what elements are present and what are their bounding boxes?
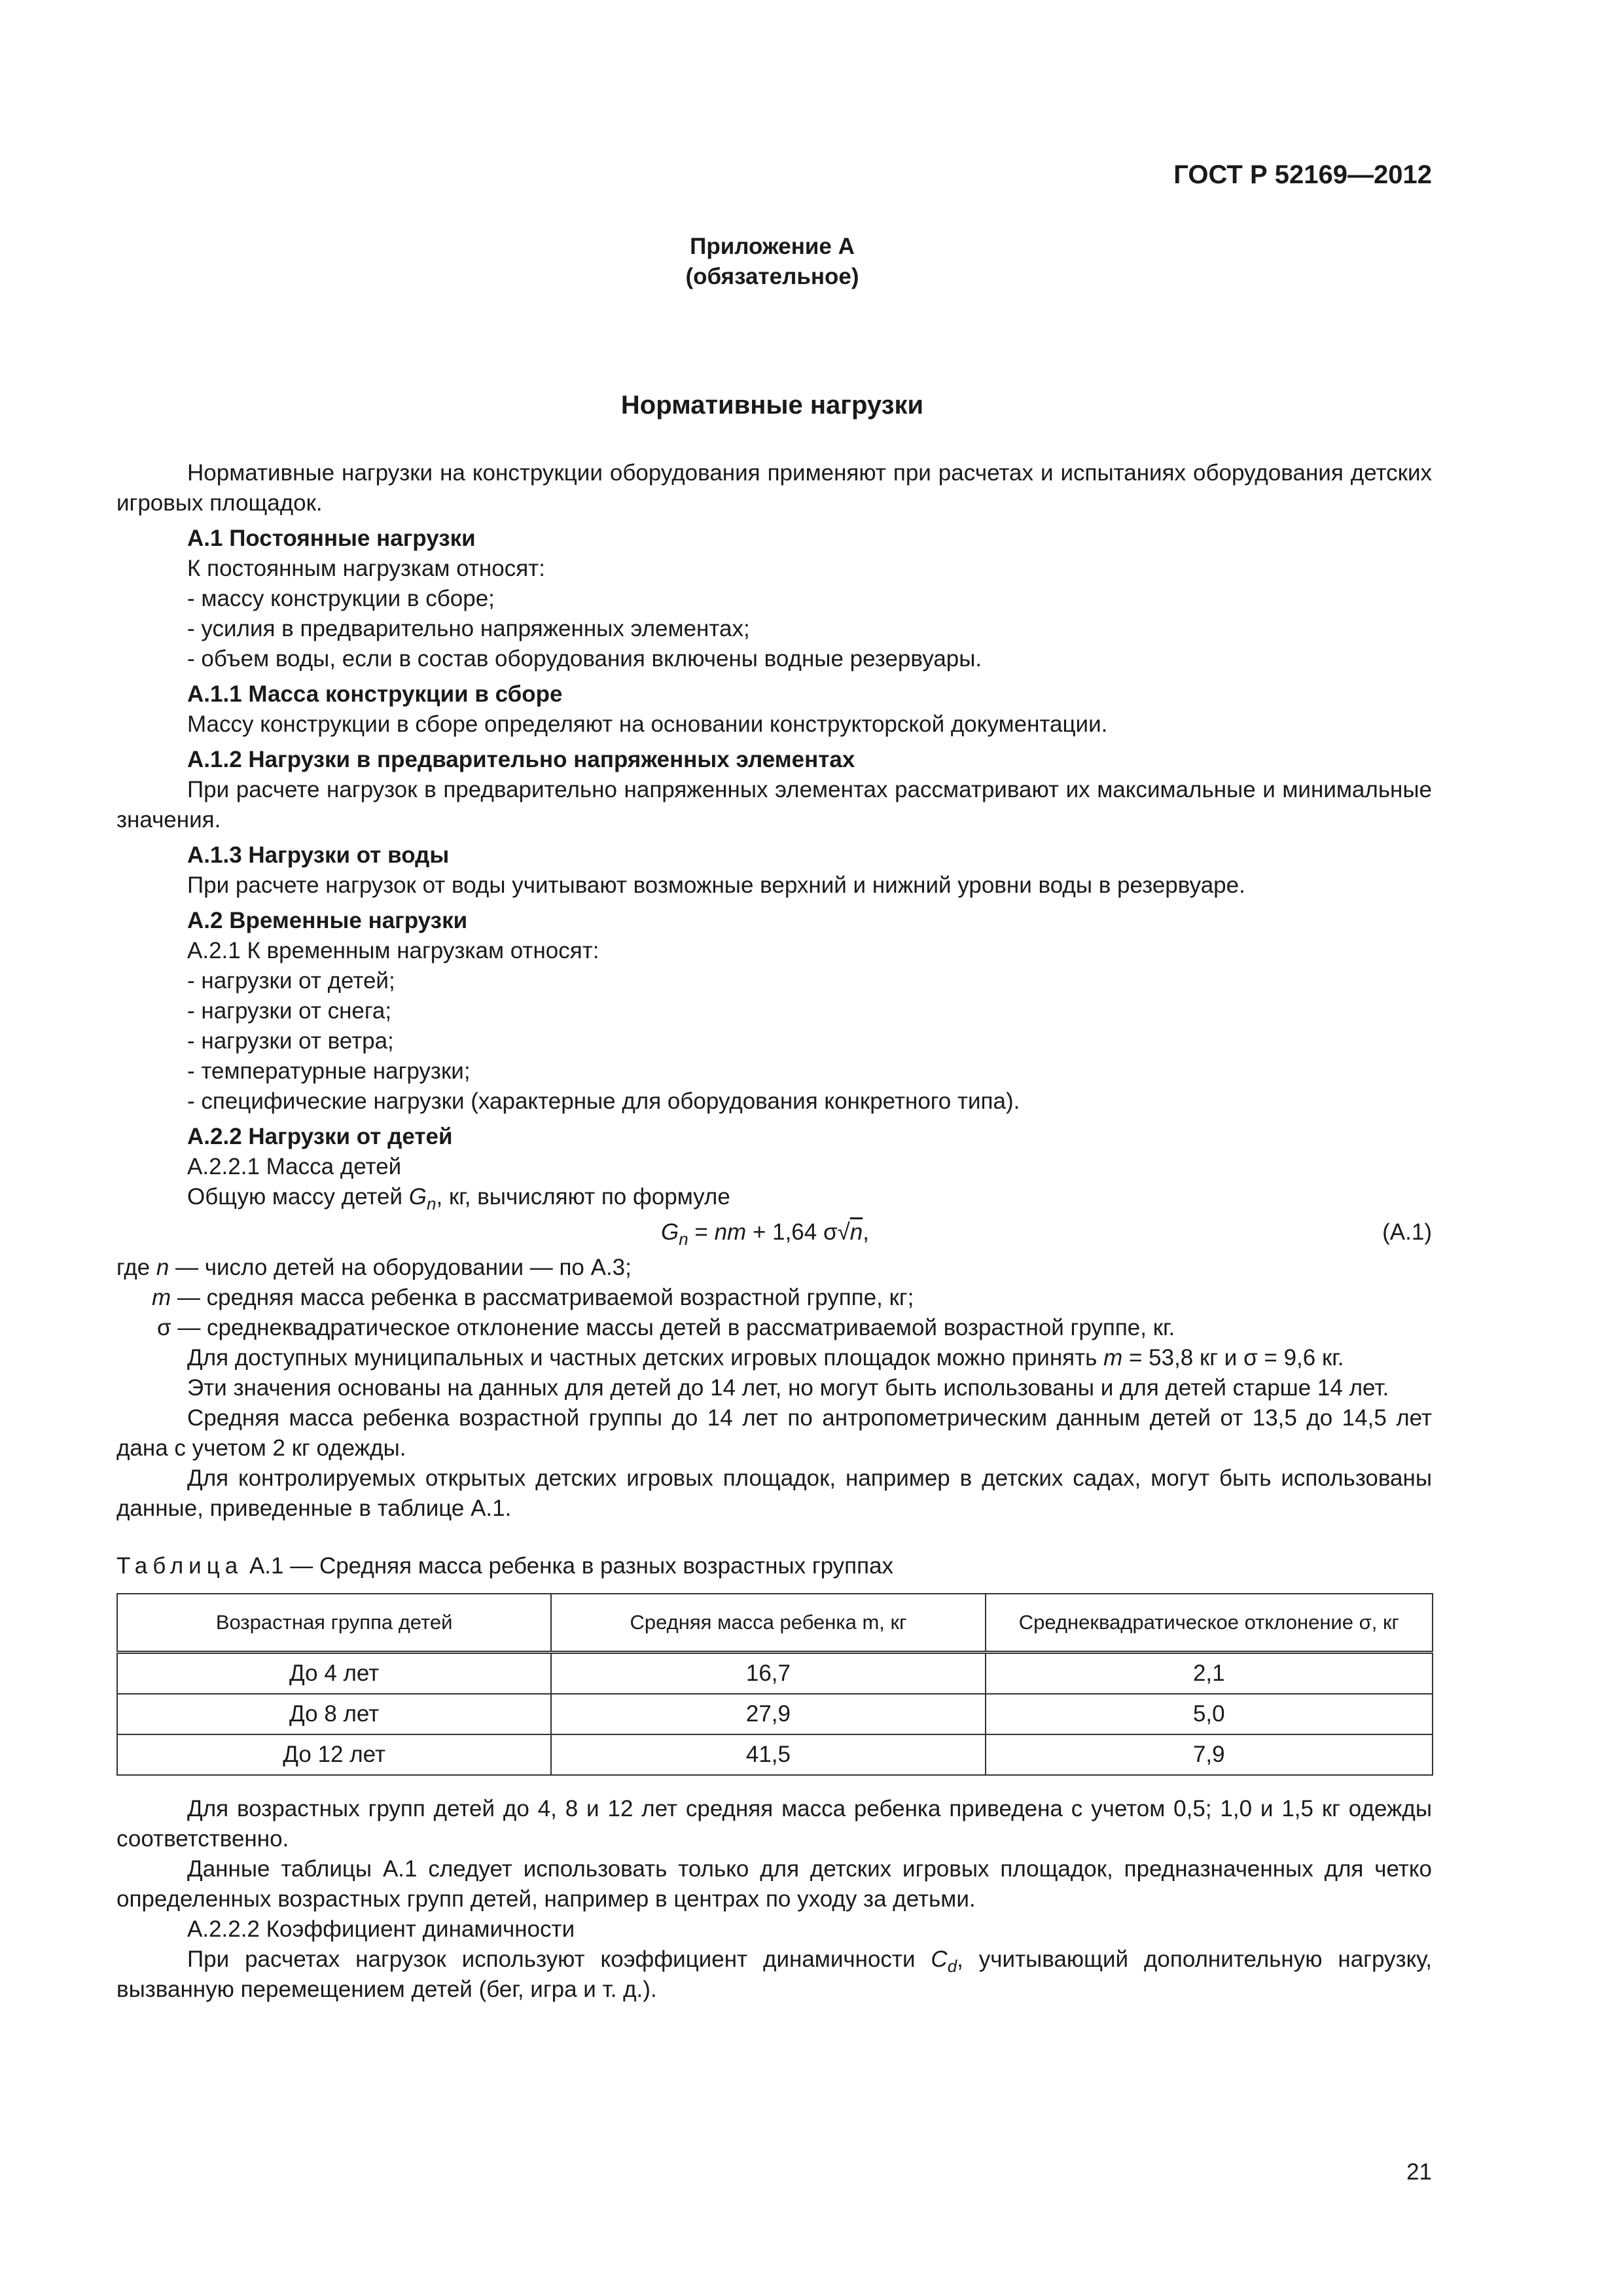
a11-text: Массу конструкции в сборе определяют на основании конструкторской документации. — [187, 711, 1108, 737]
a12-text: При расчете нагрузок в предварительно напряженных элементах рассматривают их максимальные и минимальные значения. — [116, 777, 1432, 833]
a222-label: А.2.2.2 Коэффициент динамичности — [187, 1916, 575, 1942]
table-cell: 41,5 — [551, 1734, 985, 1775]
table-cell: 27,9 — [551, 1694, 985, 1734]
table-header: Средняя масса ребенка m, кг — [551, 1594, 985, 1653]
a21-lead: А.2.1 К временным нагрузкам относят: — [187, 938, 599, 963]
paragraph-age-14: Эти значения основаны на данных для детей до 14 лет, но могут быть использованы и для детей старше 14 лет. — [187, 1375, 1389, 1401]
mass-table — [116, 1593, 1433, 1776]
page-number: 21 — [1406, 2159, 1432, 2185]
list-item: - температурные нагрузки; — [187, 1058, 471, 1084]
paragraph-clothing: Для возрастных групп детей до 4, 8 и 12 лет средняя масса ребенка приведена с учетом 0,5; 1,0 и 1,5 кг одежды соответственно. — [116, 1796, 1432, 1852]
table-row — [117, 1694, 1433, 1734]
where-line-sigma: σ — среднеквадратическое отклонение массы детей в рассматриваемой возрастной группе, кг. — [157, 1315, 1175, 1340]
table-header: Среднеквадратическое отклонение σ, кг — [986, 1594, 1433, 1653]
mass-lead: Общую массу детей $G_n$, кг, вычисляют по формуле — [187, 1184, 730, 1213]
list-item: - усилия в предварительно напряженных элементах; — [187, 616, 750, 641]
a221-label: А.2.2.1 Масса детей — [187, 1154, 402, 1179]
table-cell: 16,7 — [551, 1653, 985, 1695]
a13-text: При расчете нагрузок от воды учитывают возможные верхний и нижний уровни воды в резервуаре. — [187, 872, 1245, 898]
document-body — [116, 458, 1432, 2005]
heading-a2: А.2 Временные нагрузки — [187, 908, 468, 933]
list-item: - нагрузки от детей; — [187, 968, 395, 994]
table-row — [117, 1734, 1433, 1775]
a1-lead: К постоянным нагрузкам относят: — [187, 556, 545, 581]
heading-a1: А.1 Постоянные нагрузки — [187, 526, 476, 551]
list-item: - нагрузки от снега; — [187, 998, 392, 1024]
heading-a22: А.2.2 Нагрузки от детей — [187, 1124, 453, 1149]
table-cell: 7,9 — [986, 1734, 1433, 1775]
paragraph-table-usage: Данные таблицы А.1 следует использовать только для детских игровых площадок, предназначенных для четко определенных возрастных групп детей, например в центрах по уходу за детьми. — [116, 1856, 1432, 1912]
table-cell: 2,1 — [986, 1653, 1433, 1695]
list-item: - специфические нагрузки (характерные для оборудования конкретного типа). — [187, 1088, 1020, 1114]
where-line-n: где n — число детей на оборудовании — по А.3; — [116, 1255, 632, 1280]
formula-expression: $G_n$ = nm + 1,64 σ√n, — [661, 1219, 869, 1249]
formula-number: (А.1) — [1382, 1219, 1432, 1245]
table-cell: 5,0 — [986, 1694, 1433, 1734]
paragraph-values: Для доступных муниципальных и частных детских игровых площадок можно принять m = 53,8 кг и σ = 9,6 кг. — [187, 1345, 1344, 1371]
table-row — [117, 1653, 1433, 1695]
table-cell: До 8 лет — [117, 1694, 551, 1734]
list-item: - нагрузки от ветра; — [187, 1028, 394, 1054]
intro-paragraph: Нормативные нагрузки на конструкции оборудования применяют при расчетах и испытаниях оборудования детских игровых площадок. — [116, 460, 1432, 516]
section-title: Нормативные нагрузки — [620, 391, 924, 420]
appendix-title: Приложение А — [690, 234, 855, 259]
table-cell: До 12 лет — [117, 1734, 551, 1775]
table-cell: До 4 лет — [117, 1653, 551, 1695]
standard-code: ГОСТ Р 52169—2012 — [1173, 160, 1432, 189]
list-item: - объем воды, если в состав оборудования включены водные резервуары. — [187, 646, 982, 672]
formula-a1 — [116, 1213, 1432, 1253]
where-line-m: m — средняя масса ребенка в рассматриваемой возрастной группе, кг; — [152, 1285, 914, 1310]
table-caption: Таблица А.1 — Средняя масса ребенка в разных возрастных группах — [116, 1553, 894, 1579]
paragraph-controlled: Для контролируемых открытых детских игровых площадок, например в детских садах, могут быть использованы данные, приведенные в таблице А.1. — [116, 1465, 1432, 1521]
paragraph-anthropometric: Средняя масса ребенка возрастной группы до 14 лет по антропометрическим данным детей от 13,5 до 14,5 лет дана с учетом 2 кг одежды. — [116, 1405, 1432, 1461]
list-item: - массу конструкции в сборе; — [187, 586, 495, 611]
heading-a13: А.1.3 Нагрузки от воды — [187, 842, 450, 868]
heading-a11: А.1.1 Масса конструкции в сборе — [187, 681, 563, 707]
table-header: Возрастная группа детей — [117, 1594, 551, 1653]
heading-a12: А.1.2 Нагрузки в предварительно напряженных элементах — [187, 747, 855, 772]
appendix-label — [0, 232, 1544, 292]
paragraph-dynamic-coefficient: При расчетах нагрузок используют коэффициент динамичности $C_d$, учитывающий дополнительную нагрузку, вызванную перемещением детей (бег, игра и т. д.). — [116, 1946, 1432, 2002]
appendix-status: (обязательное) — [685, 264, 859, 289]
